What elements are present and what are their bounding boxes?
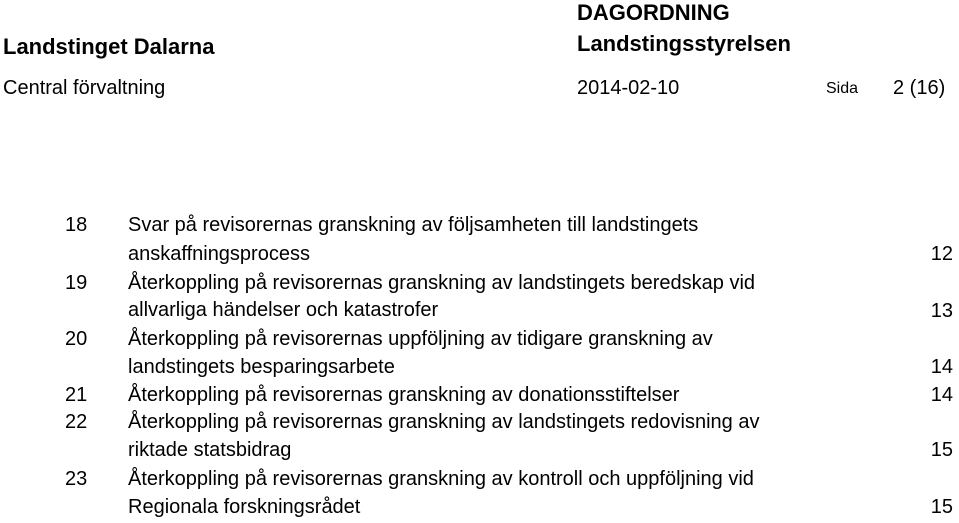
agenda-item-number: 19 (65, 272, 88, 294)
agenda-item-text: Återkoppling på revisorernas granskning av landstingets beredskap vid (128, 272, 756, 294)
board-name: Landstingsstyrelsen (577, 31, 791, 56)
agenda-item-number: 21 (65, 384, 88, 406)
agenda-item-text-continued: allvarliga händelser och katastrofer (128, 299, 439, 321)
agenda-item-number: 22 (65, 411, 88, 433)
agenda-item-page: 15 (930, 496, 953, 518)
agenda-item-text: Återkoppling på revisorernas granskning av kontroll och uppföljning vid (128, 468, 754, 490)
agenda-item-number: 23 (65, 468, 88, 490)
agenda-item-number: 18 (65, 214, 88, 236)
agenda-item-page: 14 (930, 356, 953, 378)
organization-name: Landstinget Dalarna (3, 34, 215, 59)
page-label: Sida (826, 80, 859, 97)
document-date: 2014-02-10 (577, 77, 680, 99)
document-title: DAGORDNING (577, 0, 730, 25)
agenda-item-page: 12 (930, 243, 953, 265)
agenda-item-text: Återkoppling på revisorernas granskning av donationsstiftelser (128, 384, 680, 406)
agenda-item-number: 20 (65, 328, 88, 350)
agenda-item-page: 14 (930, 384, 953, 406)
department-name: Central förvaltning (3, 77, 166, 99)
agenda-item-text-continued: landstingets besparingsarbete (128, 356, 395, 378)
agenda-item-text-continued: anskaffningsprocess (128, 243, 310, 265)
agenda-item-text: Återkoppling på revisorernas granskning av landstingets redovisning av (128, 411, 760, 433)
page-number: 2 (16) (893, 77, 946, 99)
agenda-item-text-continued: riktade statsbidrag (128, 439, 292, 461)
agenda-item-text: Återkoppling på revisorernas uppföljning av tidigare granskning av (128, 328, 713, 350)
agenda-item-text: Svar på revisorernas granskning av följsamheten till landstingets (128, 214, 699, 236)
agenda-item-text-continued: Regionala forskningsrådet (128, 496, 361, 518)
agenda-item-page: 15 (930, 439, 953, 461)
agenda-item-page: 13 (930, 300, 953, 322)
